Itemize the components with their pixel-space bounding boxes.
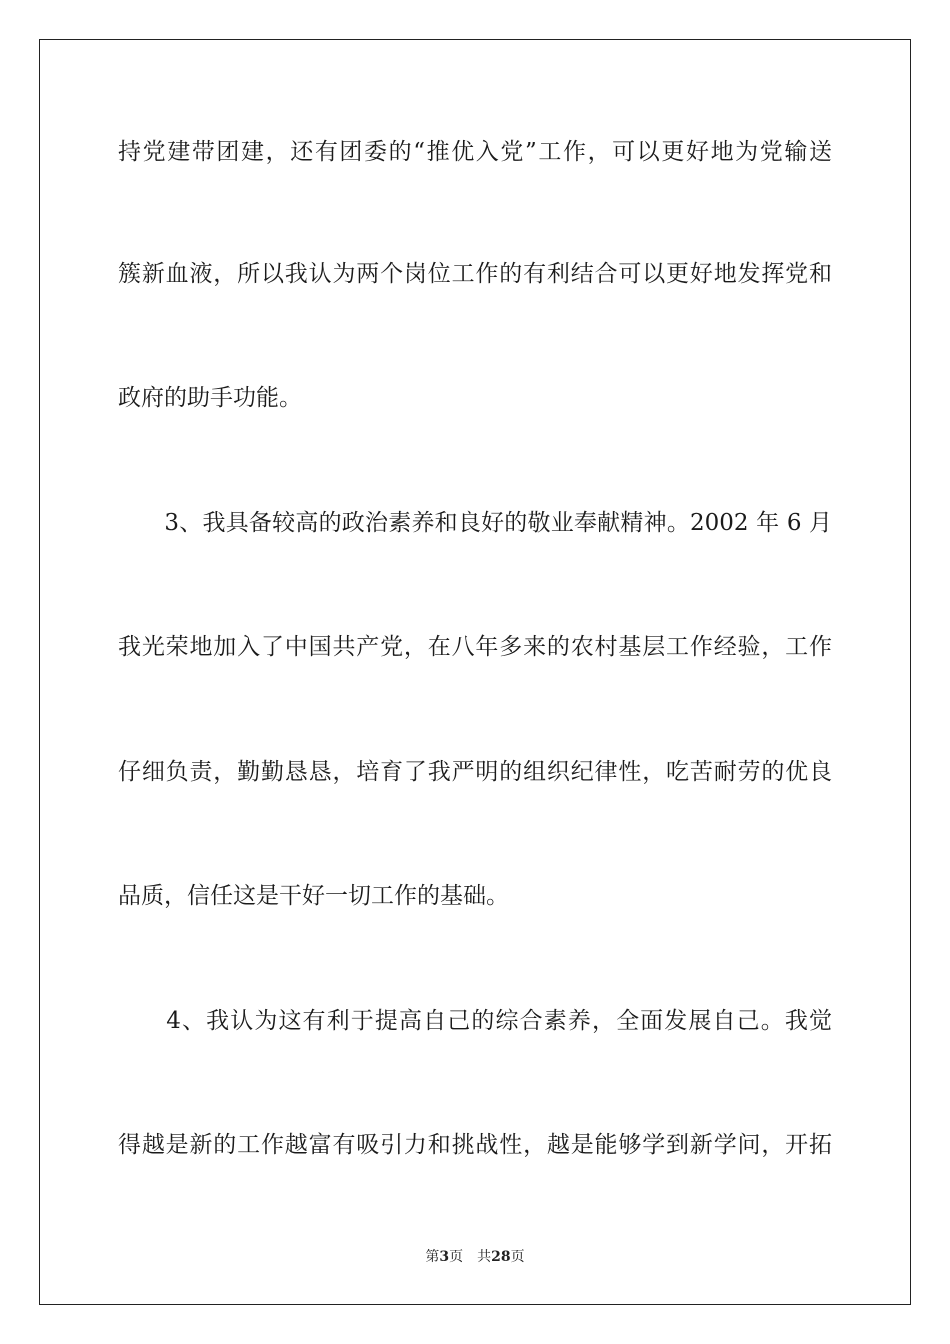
body-line-2: 簇新血液，所以我认为两个岗位工作的有利结合可以更好地发挥党和 — [118, 261, 832, 287]
body-line-8: 4、我认为这有利于提高自己的综合素养，全面发展自己。我觉 — [118, 1008, 832, 1034]
footer-page-number: 3 — [439, 1249, 450, 1265]
footer-page-prefix: 第 — [425, 1249, 440, 1265]
footer-page-suffix: 页 — [449, 1249, 464, 1265]
body-line-5: 我光荣地加入了中国共产党，在八年多来的农村基层工作经验，工作 — [118, 634, 832, 660]
footer-total-pages: 28 — [491, 1249, 511, 1265]
footer-total-suffix: 页 — [510, 1249, 525, 1265]
body-line-9: 得越是新的工作越富有吸引力和挑战性，越是能够学到新学问，开拓 — [118, 1132, 832, 1158]
body-line-7: 品质，信任这是干好一切工作的基础。 — [118, 883, 509, 909]
body-line-4: 3、我具备较高的政治素养和良好的敬业奉献精神。2002 年 6 月 — [118, 510, 832, 536]
footer-total-prefix: 共 — [477, 1249, 492, 1265]
body-line-6: 仔细负责，勤勤恳恳，培育了我严明的组织纪律性，吃苦耐劳的优良 — [118, 759, 832, 785]
page-footer — [0, 1248, 950, 1266]
body-line-1: 持党建带团建，还有团委的“推优入党”工作，可以更好地为党输送 — [118, 139, 832, 165]
body-line-3: 政府的助手功能。 — [118, 385, 302, 411]
page-border — [39, 39, 911, 1305]
